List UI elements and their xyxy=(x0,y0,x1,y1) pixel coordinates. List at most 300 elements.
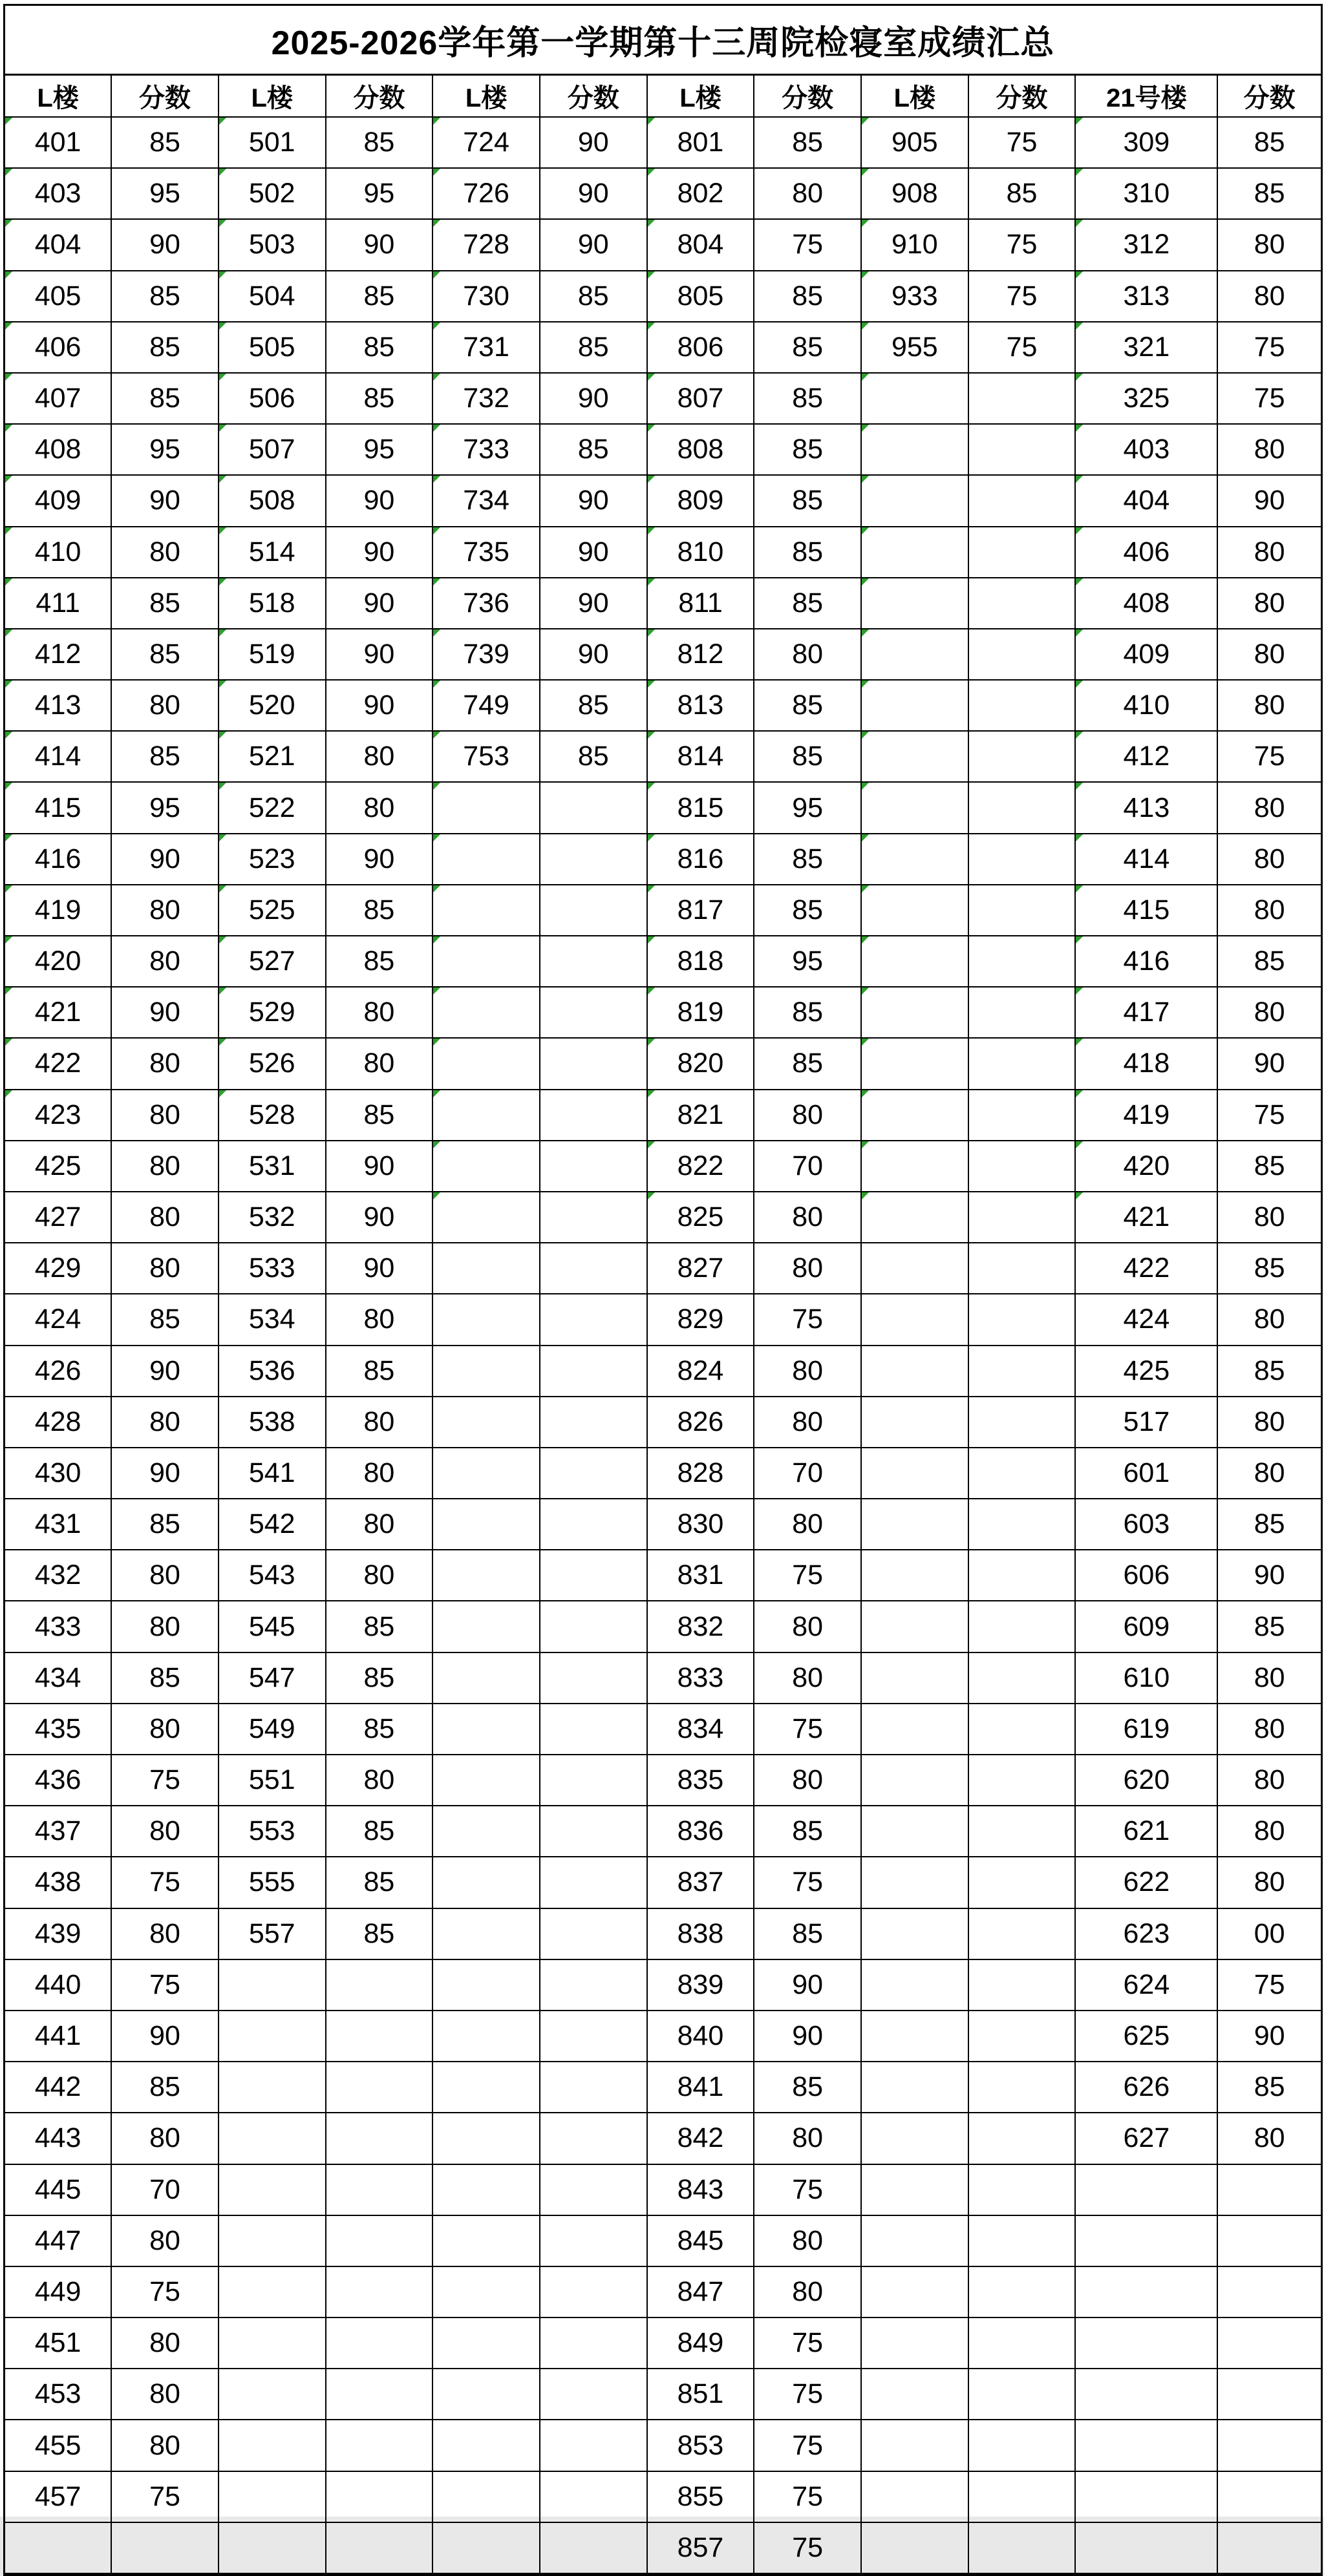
room-number-cell xyxy=(861,936,968,987)
score-cell: 80 xyxy=(1217,2113,1321,2164)
score-cell: 90 xyxy=(111,987,219,1038)
room-number-cell: 601 xyxy=(1075,1448,1217,1499)
score-cell xyxy=(968,2522,1076,2575)
room-number-cell: 824 xyxy=(647,1346,754,1397)
room-number-cell xyxy=(861,1499,968,1550)
score-cell: 90 xyxy=(326,1192,433,1243)
score-cell: 75 xyxy=(754,2471,861,2522)
room-number-cell xyxy=(219,1959,326,2011)
table-row xyxy=(5,1857,1322,1908)
score-cell xyxy=(968,424,1076,475)
score-cell xyxy=(326,1959,433,2011)
room-number-cell xyxy=(861,1908,968,1959)
score-cell: 85 xyxy=(326,1704,433,1755)
room-number-cell: 504 xyxy=(219,271,326,322)
score-cell xyxy=(111,2522,219,2575)
score-cell: 80 xyxy=(111,1243,219,1294)
room-number-cell xyxy=(432,1704,540,1755)
table-row xyxy=(5,424,1322,475)
room-number-cell: 421 xyxy=(5,987,112,1038)
text-format-indicator-triangle-icon xyxy=(433,834,440,841)
room-number-cell: 453 xyxy=(5,2369,112,2420)
room-number-cell: 508 xyxy=(219,475,326,526)
table-row xyxy=(5,2420,1322,2471)
text-format-indicator-triangle-icon xyxy=(862,271,869,279)
score-cell: 85 xyxy=(326,1652,433,1704)
room-number-cell: 408 xyxy=(1075,578,1217,629)
score-cell xyxy=(540,2471,647,2522)
score-cell: 90 xyxy=(540,168,647,219)
score-cell: 80 xyxy=(754,2215,861,2266)
text-format-indicator-triangle-icon xyxy=(648,476,655,483)
room-number-cell: 523 xyxy=(219,834,326,885)
room-number-cell: 421 xyxy=(1075,1192,1217,1243)
room-number-cell: 830 xyxy=(647,1499,754,1550)
text-format-indicator-triangle-icon xyxy=(5,783,12,790)
text-format-indicator-triangle-icon xyxy=(433,936,440,944)
room-number-cell: 828 xyxy=(647,1448,754,1499)
room-number-cell xyxy=(861,1192,968,1243)
score-cell xyxy=(968,2266,1076,2317)
text-format-indicator-triangle-icon xyxy=(862,118,869,125)
text-format-indicator-triangle-icon xyxy=(219,322,226,330)
score-cell xyxy=(540,1755,647,1806)
score-cell xyxy=(326,2522,433,2575)
score-cell: 85 xyxy=(754,885,861,936)
score-cell: 95 xyxy=(754,782,861,833)
header-score-4: 分数 xyxy=(754,75,861,118)
room-number-cell: 412 xyxy=(5,629,112,680)
room-number-cell: 621 xyxy=(1075,1806,1217,1857)
room-number-cell: 805 xyxy=(647,271,754,322)
score-table xyxy=(3,4,1323,2576)
score-cell xyxy=(540,1806,647,1857)
score-cell: 80 xyxy=(111,1090,219,1141)
room-number-cell: 437 xyxy=(5,1806,112,1857)
score-cell xyxy=(968,1243,1076,1294)
text-format-indicator-triangle-icon xyxy=(1076,629,1083,637)
room-number-cell: 403 xyxy=(5,168,112,219)
score-cell: 80 xyxy=(111,2369,219,2420)
score-cell: 90 xyxy=(326,527,433,578)
score-cell: 75 xyxy=(111,1857,219,1908)
score-cell: 75 xyxy=(968,117,1076,168)
room-number-cell xyxy=(861,1397,968,1448)
score-cell: 80 xyxy=(1217,629,1321,680)
text-format-indicator-triangle-icon xyxy=(219,681,226,688)
room-number-cell: 505 xyxy=(219,322,326,373)
room-number-cell xyxy=(219,2164,326,2215)
score-cell xyxy=(968,1448,1076,1499)
score-cell: 80 xyxy=(111,2215,219,2266)
score-cell: 85 xyxy=(111,1499,219,1550)
score-cell: 90 xyxy=(111,1448,219,1499)
room-number-cell: 730 xyxy=(432,271,540,322)
text-format-indicator-triangle-icon xyxy=(1076,118,1083,125)
table-row xyxy=(5,2369,1322,2420)
room-number-cell: 309 xyxy=(1075,117,1217,168)
room-number-cell: 321 xyxy=(1075,322,1217,373)
text-format-indicator-triangle-icon xyxy=(1076,527,1083,534)
text-format-indicator-triangle-icon xyxy=(648,271,655,279)
table-row xyxy=(5,1959,1322,2011)
text-format-indicator-triangle-icon xyxy=(862,885,869,892)
room-number-cell xyxy=(861,2317,968,2369)
room-number-cell: 506 xyxy=(219,373,326,424)
score-cell xyxy=(540,1959,647,2011)
text-format-indicator-triangle-icon xyxy=(433,578,440,586)
room-number-cell xyxy=(861,680,968,731)
room-number-cell xyxy=(219,2471,326,2522)
room-number-cell: 425 xyxy=(5,1141,112,1192)
text-format-indicator-triangle-icon xyxy=(5,374,12,381)
room-number-cell: 406 xyxy=(5,322,112,373)
header-score-5: 分数 xyxy=(968,75,1076,118)
score-cell xyxy=(968,987,1076,1038)
room-number-cell xyxy=(861,2164,968,2215)
room-number-cell xyxy=(219,2266,326,2317)
score-cell: 85 xyxy=(754,475,861,526)
score-cell xyxy=(968,1601,1076,1652)
room-number-cell: 735 xyxy=(432,527,540,578)
score-cell xyxy=(968,1141,1076,1192)
room-number-cell xyxy=(861,1755,968,1806)
room-number-cell xyxy=(432,2317,540,2369)
room-number-cell: 625 xyxy=(1075,2011,1217,2062)
score-cell: 75 xyxy=(754,1294,861,1345)
text-format-indicator-triangle-icon xyxy=(433,783,440,790)
score-cell: 85 xyxy=(1217,1346,1321,1397)
score-cell: 85 xyxy=(540,424,647,475)
text-format-indicator-triangle-icon xyxy=(648,1192,655,1199)
text-format-indicator-triangle-icon xyxy=(433,732,440,739)
room-number-cell xyxy=(861,2266,968,2317)
score-cell xyxy=(1217,2164,1321,2215)
room-number-cell xyxy=(432,2266,540,2317)
score-cell: 85 xyxy=(111,731,219,782)
score-cell: 75 xyxy=(968,219,1076,270)
score-cell: 90 xyxy=(111,834,219,885)
room-number-cell: 542 xyxy=(219,1499,326,1550)
score-cell: 80 xyxy=(754,2266,861,2317)
score-cell: 90 xyxy=(326,475,433,526)
room-number-cell: 626 xyxy=(1075,2062,1217,2113)
score-cell: 85 xyxy=(1217,2062,1321,2113)
room-number-cell: 409 xyxy=(1075,629,1217,680)
score-cell: 85 xyxy=(754,1806,861,1857)
score-cell: 75 xyxy=(1217,1090,1321,1141)
score-cell: 75 xyxy=(1217,731,1321,782)
score-cell: 85 xyxy=(1217,936,1321,987)
score-cell: 75 xyxy=(754,1857,861,1908)
header-l-building-4: L楼 xyxy=(647,75,754,118)
score-cell: 90 xyxy=(540,117,647,168)
text-format-indicator-triangle-icon xyxy=(862,476,869,483)
room-number-cell: 457 xyxy=(5,2471,112,2522)
room-number-cell: 404 xyxy=(5,219,112,270)
room-number-cell: 313 xyxy=(1075,271,1217,322)
text-format-indicator-triangle-icon xyxy=(5,885,12,892)
room-number-cell xyxy=(861,1448,968,1499)
score-cell: 80 xyxy=(111,2113,219,2164)
room-number-cell xyxy=(432,885,540,936)
score-cell xyxy=(968,1346,1076,1397)
table-row xyxy=(5,2113,1322,2164)
header-score-1: 分数 xyxy=(111,75,219,118)
room-number-cell: 416 xyxy=(1075,936,1217,987)
score-cell: 85 xyxy=(326,271,433,322)
room-number-cell: 807 xyxy=(647,373,754,424)
table-row xyxy=(5,834,1322,885)
score-cell: 85 xyxy=(754,2062,861,2113)
text-format-indicator-triangle-icon xyxy=(862,1090,869,1097)
score-cell xyxy=(540,1038,647,1089)
room-number-cell: 838 xyxy=(647,1908,754,1959)
room-number-cell: 809 xyxy=(647,475,754,526)
room-number-cell xyxy=(861,1038,968,1089)
text-format-indicator-triangle-icon xyxy=(433,681,440,688)
score-cell: 80 xyxy=(111,1550,219,1601)
room-number-cell xyxy=(1075,2215,1217,2266)
text-format-indicator-triangle-icon xyxy=(648,425,655,432)
room-number-cell xyxy=(861,834,968,885)
table-row xyxy=(5,2011,1322,2062)
text-format-indicator-triangle-icon xyxy=(219,578,226,586)
score-cell xyxy=(540,1601,647,1652)
room-number-cell xyxy=(432,782,540,833)
room-number-cell xyxy=(432,1294,540,1345)
score-cell xyxy=(540,1090,647,1141)
room-number-cell: 420 xyxy=(5,936,112,987)
room-number-cell xyxy=(432,1755,540,1806)
score-cell: 80 xyxy=(1217,1755,1321,1806)
room-number-cell xyxy=(432,2420,540,2471)
room-number-cell: 627 xyxy=(1075,2113,1217,2164)
score-cell xyxy=(540,1448,647,1499)
text-format-indicator-triangle-icon xyxy=(219,220,226,227)
score-cell: 80 xyxy=(1217,1448,1321,1499)
room-number-cell: 404 xyxy=(1075,475,1217,526)
score-cell xyxy=(540,2062,647,2113)
score-cell: 80 xyxy=(326,1550,433,1601)
score-cell: 75 xyxy=(754,1550,861,1601)
text-format-indicator-triangle-icon xyxy=(1076,1039,1083,1046)
table-row xyxy=(5,2471,1322,2522)
text-format-indicator-triangle-icon xyxy=(862,732,869,739)
score-cell: 75 xyxy=(111,1755,219,1806)
text-format-indicator-triangle-icon xyxy=(862,220,869,227)
score-cell: 85 xyxy=(326,885,433,936)
room-number-cell: 427 xyxy=(5,1192,112,1243)
room-number-cell: 821 xyxy=(647,1090,754,1141)
text-format-indicator-triangle-icon xyxy=(5,732,12,739)
score-cell xyxy=(1217,2471,1321,2522)
table-row xyxy=(5,2062,1322,2113)
text-format-indicator-triangle-icon xyxy=(862,322,869,330)
room-number-cell: 502 xyxy=(219,168,326,219)
room-number-cell: 812 xyxy=(647,629,754,680)
text-format-indicator-triangle-icon xyxy=(1076,834,1083,841)
score-cell xyxy=(968,1857,1076,1908)
room-number-cell: 955 xyxy=(861,322,968,373)
room-number-cell: 526 xyxy=(219,1038,326,1089)
page-title: 2025-2026学年第一学期第十三周院检寝室成绩汇总 xyxy=(5,5,1322,75)
room-number-cell xyxy=(861,1550,968,1601)
room-number-cell: 429 xyxy=(5,1243,112,1294)
room-number-cell: 842 xyxy=(647,2113,754,2164)
room-number-cell: 325 xyxy=(1075,373,1217,424)
score-cell: 75 xyxy=(968,322,1076,373)
text-format-indicator-triangle-icon xyxy=(5,476,12,483)
score-cell xyxy=(968,885,1076,936)
text-format-indicator-triangle-icon xyxy=(648,220,655,227)
score-cell: 80 xyxy=(326,1755,433,1806)
text-format-indicator-triangle-icon xyxy=(1076,783,1083,790)
room-number-cell xyxy=(432,2369,540,2420)
room-number-cell: 440 xyxy=(5,1959,112,2011)
text-format-indicator-triangle-icon xyxy=(1076,732,1083,739)
table-row xyxy=(5,936,1322,987)
room-number-cell: 410 xyxy=(5,527,112,578)
room-number-cell: 445 xyxy=(5,2164,112,2215)
score-cell: 90 xyxy=(326,578,433,629)
score-cell: 90 xyxy=(326,1141,433,1192)
score-cell: 85 xyxy=(111,373,219,424)
room-number-cell: 806 xyxy=(647,322,754,373)
room-number-cell xyxy=(432,2215,540,2266)
room-number-cell xyxy=(861,1652,968,1704)
score-cell: 85 xyxy=(540,271,647,322)
text-format-indicator-triangle-icon xyxy=(219,374,226,381)
text-format-indicator-triangle-icon xyxy=(433,425,440,432)
header-score-3: 分数 xyxy=(540,75,647,118)
room-number-cell: 610 xyxy=(1075,1652,1217,1704)
room-number-cell: 538 xyxy=(219,1397,326,1448)
table-row xyxy=(5,219,1322,270)
score-cell xyxy=(968,731,1076,782)
table-row xyxy=(5,322,1322,373)
room-number-cell: 543 xyxy=(219,1550,326,1601)
score-cell xyxy=(540,1857,647,1908)
room-number-cell: 820 xyxy=(647,1038,754,1089)
score-cell xyxy=(540,2522,647,2575)
room-number-cell xyxy=(861,527,968,578)
room-number-cell: 527 xyxy=(219,936,326,987)
room-number-cell: 541 xyxy=(219,1448,326,1499)
room-number-cell xyxy=(432,1141,540,1192)
score-cell: 80 xyxy=(326,1499,433,1550)
room-number-cell: 833 xyxy=(647,1652,754,1704)
room-number-cell: 435 xyxy=(5,1704,112,1755)
table-row xyxy=(5,578,1322,629)
score-cell xyxy=(968,2369,1076,2420)
score-cell: 75 xyxy=(968,271,1076,322)
room-number-cell xyxy=(1075,2369,1217,2420)
room-number-cell: 840 xyxy=(647,2011,754,2062)
table-row xyxy=(5,1652,1322,1704)
score-cell: 75 xyxy=(111,1959,219,2011)
header-l-building-5: L楼 xyxy=(861,75,968,118)
room-number-cell xyxy=(432,2164,540,2215)
room-number-cell: 449 xyxy=(5,2266,112,2317)
text-format-indicator-triangle-icon xyxy=(433,527,440,534)
table-row xyxy=(5,782,1322,833)
table-row xyxy=(5,1755,1322,1806)
score-cell xyxy=(540,2369,647,2420)
room-number-cell: 813 xyxy=(647,680,754,731)
text-format-indicator-triangle-icon xyxy=(1076,1141,1083,1148)
score-cell xyxy=(1217,2215,1321,2266)
score-cell xyxy=(540,2113,647,2164)
room-number-cell: 409 xyxy=(5,475,112,526)
room-number-cell: 434 xyxy=(5,1652,112,1704)
room-number-cell: 532 xyxy=(219,1192,326,1243)
text-format-indicator-triangle-icon xyxy=(1076,169,1083,176)
score-cell xyxy=(326,2369,433,2420)
room-number-cell xyxy=(432,2011,540,2062)
room-number-cell xyxy=(432,1090,540,1141)
text-format-indicator-triangle-icon xyxy=(219,885,226,892)
room-number-cell xyxy=(861,1243,968,1294)
room-number-cell xyxy=(861,987,968,1038)
score-cell xyxy=(968,475,1076,526)
table-row xyxy=(5,1192,1322,1243)
score-cell: 95 xyxy=(326,424,433,475)
score-cell: 80 xyxy=(754,1601,861,1652)
score-cell: 80 xyxy=(111,1397,219,1448)
text-format-indicator-triangle-icon xyxy=(5,425,12,432)
score-cell: 80 xyxy=(754,168,861,219)
text-format-indicator-triangle-icon xyxy=(1076,885,1083,892)
score-cell: 90 xyxy=(111,475,219,526)
score-cell xyxy=(968,1294,1076,1345)
text-format-indicator-triangle-icon xyxy=(648,1141,655,1148)
room-number-cell: 501 xyxy=(219,117,326,168)
text-format-indicator-triangle-icon xyxy=(5,220,12,227)
header-score-6: 分数 xyxy=(1217,75,1321,118)
room-number-cell: 428 xyxy=(5,1397,112,1448)
score-cell xyxy=(968,1652,1076,1704)
room-number-cell xyxy=(861,1601,968,1652)
room-number-cell: 547 xyxy=(219,1652,326,1704)
score-cell: 80 xyxy=(111,527,219,578)
score-cell: 80 xyxy=(1217,424,1321,475)
score-cell: 85 xyxy=(326,1908,433,1959)
score-cell: 85 xyxy=(540,731,647,782)
room-number-cell: 416 xyxy=(5,834,112,885)
room-number-cell: 841 xyxy=(647,2062,754,2113)
header-score-2: 分数 xyxy=(326,75,433,118)
score-cell: 80 xyxy=(326,731,433,782)
score-cell: 80 xyxy=(1217,987,1321,1038)
room-number-cell xyxy=(219,2420,326,2471)
text-format-indicator-triangle-icon xyxy=(1076,578,1083,586)
score-cell xyxy=(968,373,1076,424)
room-number-cell: 810 xyxy=(647,527,754,578)
text-format-indicator-triangle-icon xyxy=(433,885,440,892)
score-cell: 85 xyxy=(754,731,861,782)
text-format-indicator-triangle-icon xyxy=(219,425,226,432)
room-number-cell: 419 xyxy=(1075,1090,1217,1141)
score-cell xyxy=(326,2266,433,2317)
score-cell xyxy=(968,629,1076,680)
score-cell: 85 xyxy=(326,936,433,987)
score-cell: 90 xyxy=(111,2011,219,2062)
text-format-indicator-triangle-icon xyxy=(862,629,869,637)
score-cell: 90 xyxy=(326,834,433,885)
room-number-cell: 423 xyxy=(5,1090,112,1141)
room-number-cell: 836 xyxy=(647,1806,754,1857)
